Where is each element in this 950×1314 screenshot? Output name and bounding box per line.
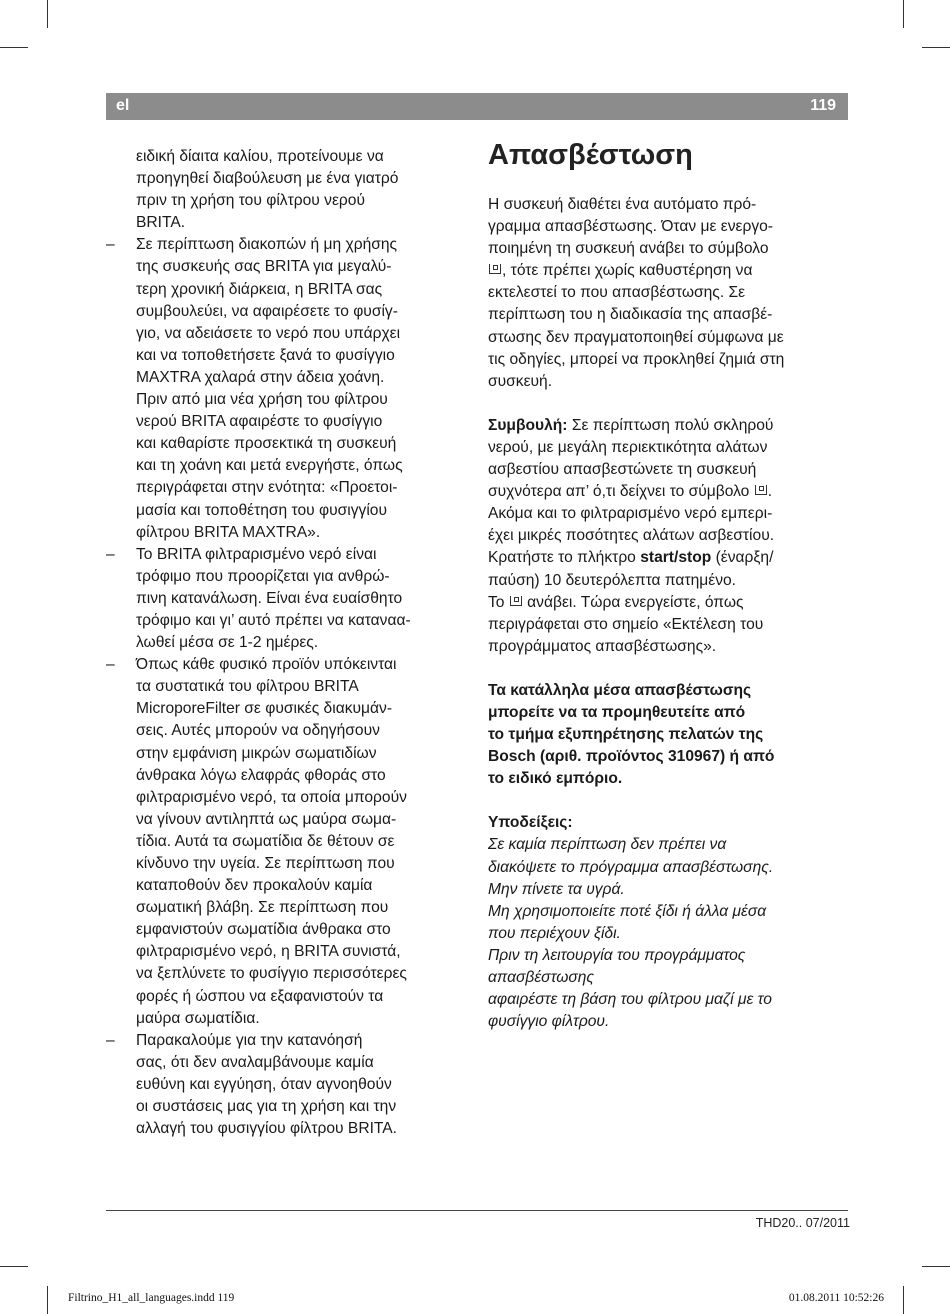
tip-label: Συμβουλή: <box>488 416 568 434</box>
intro-paragraph: ειδική δίαιτα καλίου, προτείνουμε να προηγηθεί διαβούλευση με ένα γιατρό πριν τη χρήση του φίλτρου νερού BRITA. <box>136 148 399 232</box>
crop-mark <box>47 0 48 28</box>
descaling-intro-paragraph: Η συσκευή διαθέτει ένα αυτόματο πρό- γραμμα απασβέστωσης. Όταν με ενεργο- ποιημένη τη συσκευή ανάβει το σύμβολο , τότε πρέπει χωρίς καθυστέρηση να εκτελεστεί το που απασβέστωσης. Σε περίπτωση του η διαδικασία της απασβέ- στωσης δεν πραγματοποιηθεί σύμφωνα με τις οδηγίες, μπορεί να προκληθεί ζημιά στη συσκευή. <box>488 196 785 390</box>
language-code: el <box>116 97 130 114</box>
bullet-dash: – <box>106 236 115 254</box>
list-item: – Το BRITA φιλτραρισμένο νερό είναι τρόφιμο που προορίζεται για ανθρώ- πινη κατανάλωση. Είναι ένα ευαίσθητο τρόφιμο και γι’ αυτό πρέπει να καταναα- λωθεί μέσα σε 1-2 ημέρες. <box>106 545 411 652</box>
crop-mark <box>903 0 904 28</box>
crop-mark <box>0 47 28 48</box>
descale-symbol-icon <box>510 596 522 606</box>
descale-symbol-icon <box>755 485 767 495</box>
footer-model-date: THD20.. 07/2011 <box>755 1216 850 1230</box>
list-item: – Όπως κάθε φυσικό προϊόν υπόκεινται τα συστατικά του φίλτρου BRITA MicroporeFilter σε φυσικές διακυμάν- σεις. Αυτές μπορούν να οδηγήσουν στην εμφάνιση μικρών σωματιδίων άνθρακα λόγω ελαφράς φθοράς στο φιλτραρισμένο νερό, τα οποία μπορούν να γίνουν αντιληπτά ως μαύρα σωμα- τίδια. Αυτά τα σωματίδια δε θέτουν σε κίνδυνο την υγεία. Σε περίπτωση που καταποθούν δεν προκαλούν καμία σωματική βλάβη. Σε περίπτωση που εμφανιστούν σωματίδια άνθρακα στο φιλτραρισμένο νερό, η BRITA συνιστά, να ξεπλύνετε το φυσίγγιο περισσότερες φορές ή ώσπου να εξαφανιστούν τα μαύρα σωματίδια. <box>106 656 407 1027</box>
page-header-bar <box>106 93 848 120</box>
notes-paragraph: Υποδείξεις: Σε καμία περίπτωση δεν πρέπει να διακόψετε το πρόγραμμα απασβέστωσης. Μην πίνετε τα υγρά. Μη χρησιμοποιείτε ποτέ ξίδι ή άλλα μέσα που περιέχουν ξίδι. Πριν τη λειτουργία του προγράμματος απασβέστωσης αφαιρέστε τη βάση του φίλτρου μαζί με το φυσίγγιο φίλτρου. <box>488 814 774 1031</box>
footer-rule <box>106 1210 848 1211</box>
list-item: – Παρακαλούμε για την κατανόησή σας, ότι δεν αναλαμβάνουμε καμία ευθύνη και εγγύηση, όταν αγνοηθούν οι συστάσεις μας για τη χρήση και την αλλαγή του φυσιγγίου φίλτρου BRITA. <box>106 1031 398 1138</box>
crop-mark <box>922 1266 950 1267</box>
crop-mark <box>0 1266 28 1267</box>
list-item: – Σε περίπτωση διακοπών ή μη χρήσης της συσκευής σας BRITA για μεγαλύ- τερη χρονική διάρκεια, η BRITA σας συμβουλεύει, να αφαιρέσετε το φυσίγ- γιο, να αδειάσετε το νερό που υπάρχει και να τοποθετήσετε ξανά το φυσίγγιο MAXTRA χαλαρά στην άδεια χοάνη. Πριν από μια νέα χρήση του φίλτρου νερού BRITA αφαιρέστε το φυσίγγιο και καθαρίστε προσεκτικά τη συσκευή και τη χοάνη και μετά ενεργήστε, όπως περιγράφεται στην ενότητα: «Προετοι- μασία και τοποθέτηση του φυσιγγίου φίλτρου BRITA MAXTRA». <box>106 236 403 541</box>
tip-paragraph: Συμβουλή: Σε περίπτωση πολύ σκληρού νερού, με μεγάλη περιεκτικότητα αλάτων ασβεστίου απασβεστώνετε τη συσκευή συχνότερα απ’ ό,τι δείχνει το σύμβολο . Ακόμα και το φιλτραρισμένο νερό εμπερι- έχει μικρές ποσότητες αλάτων ασβεστίου. Κρατήστε το πλήκτρο start/stop (έναρξη/ παύση) 10 δευτερόλεπτα πατημένο. Το ανάβει. Τώρα ενεργείστε, όπως περιγράφεται στο σημείο «Εκτέλεση του προγράμματος απασβέστωσης». <box>488 416 775 655</box>
crop-mark <box>922 47 950 48</box>
bullet-dash: – <box>106 545 115 563</box>
bullet-list <box>106 234 466 1140</box>
crop-mark <box>903 1286 904 1314</box>
start-stop-key-label: start/stop <box>640 549 712 567</box>
page-number: 119 <box>810 97 836 114</box>
slug-datetime: 01.08.2011 10:52:26 <box>788 1292 884 1304</box>
bullet-dash: – <box>106 656 115 674</box>
bullet-dash: – <box>106 1031 115 1049</box>
crop-mark <box>47 1286 48 1314</box>
descale-symbol-icon <box>489 264 501 274</box>
supplier-paragraph: Τα κατάλληλα μέσα απασβέστωσης μπορείτε να τα προμηθευτείτε από το τμήμα εξυπηρέτησης πελατών της Bosch (αριθ. προϊόντος 310967) ή από το ειδικό εμπόριο. <box>488 681 775 788</box>
right-column <box>488 136 850 1033</box>
left-column <box>106 146 466 1140</box>
slug-file-info: Filtrino_H1_all_languages.indd 119 <box>68 1292 235 1304</box>
section-heading: Απασβέστωση <box>488 139 693 171</box>
notes-label: Υποδείξεις: <box>488 814 573 832</box>
